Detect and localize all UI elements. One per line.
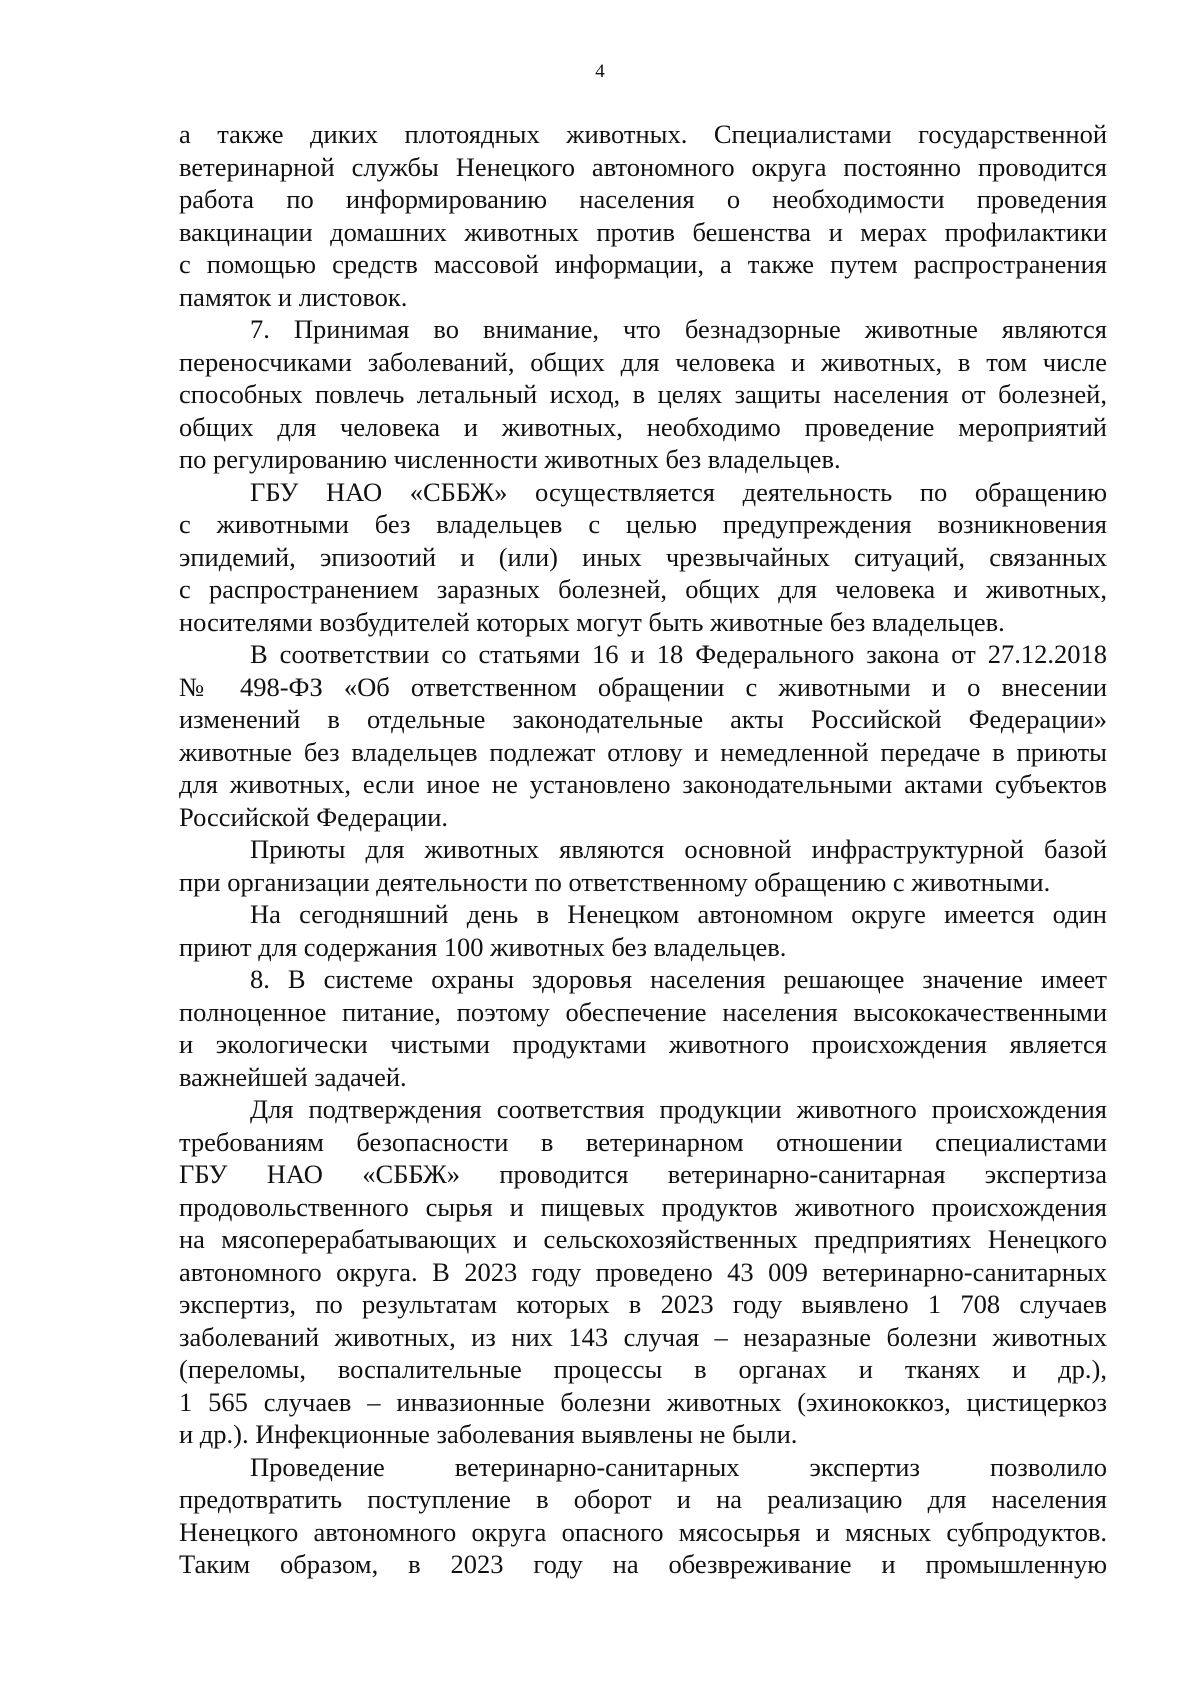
- text-line: вакцинации домашних животных против бешенства и мерах профилактики: [179, 216, 1107, 247]
- text-line: 8. В системе охраны здоровья населения решающее значение имеет: [250, 964, 1107, 994]
- page-number: 4: [595, 61, 605, 82]
- text-line: № 498-ФЗ «Об ответственном обращении с животными и о внесении: [179, 671, 1107, 702]
- text-line: и др.). Инфекционные заболевания выявлены не были.: [179, 1419, 798, 1449]
- paragraph-5: [179, 833, 1107, 898]
- text-line: 1 565 случаев – инвазионные болезни животных (эхинококкоз, цистицеркоз: [179, 1386, 1107, 1417]
- text-line: переносчиками заболеваний, общих для человека и животных, в том числе: [179, 346, 1107, 377]
- text-line: Проведение ветеринарно-санитарных экспертиз позволило: [250, 1451, 1107, 1482]
- text-line: Ненецкого автономного округа опасного мясосырья и мясных субпродуктов.: [179, 1516, 1107, 1547]
- text-line: памяток и листовок.: [179, 281, 408, 312]
- text-line: 7. Принимая во внимание, что безнадзорные животные являются: [250, 314, 1107, 344]
- text-line: изменений в отдельные законодательные акты Российской Федерации»: [179, 704, 1107, 734]
- paragraph-2: [179, 313, 1107, 476]
- text-line: с животными без владельцев с целью предупреждения возникновения: [179, 509, 1107, 539]
- text-line: эпидемий, эпизоотий и (или) иных чрезвычайных ситуаций, связанных: [179, 541, 1107, 572]
- document-body: [179, 118, 1107, 1581]
- text-line: автономного округа. В 2023 году проведено 43 009 ветеринарно-санитарных: [179, 1256, 1107, 1287]
- text-line: В соответствии со статьями 16 и 18 Федерального закона от 27.12.2018: [250, 639, 1107, 669]
- text-line: способных повлечь летальный исход, в целях защиты населения от болезней,: [179, 379, 1107, 409]
- text-line: с распространением заразных болезней, общих для человека и животных,: [179, 574, 1107, 604]
- text-line: и экологически чистыми продуктами животного происхождения является: [179, 1029, 1107, 1059]
- text-line: а также диких плотоядных животных. Специалистами государственной: [179, 119, 1107, 149]
- paragraph-6: [179, 898, 1107, 963]
- paragraph-1: [179, 118, 1107, 313]
- text-line: продовольственного сырья и пищевых продуктов животного происхождения: [179, 1191, 1107, 1222]
- text-line: ГБУ НАО «СББЖ» осуществляется деятельность по обращению: [250, 476, 1107, 507]
- text-line: экспертиз, по результатам которых в 2023 году выявлено 1 708 случаев: [179, 1289, 1107, 1319]
- text-line: при организации деятельности по ответственному обращению с животными.: [179, 866, 1051, 897]
- text-line: полноценное питание, поэтому обеспечение населения высококачественными: [179, 996, 1107, 1027]
- text-line: ветеринарной службы Ненецкого автономного округа постоянно проводится: [179, 151, 1107, 182]
- text-line: (переломы, воспалительные процессы в органах и тканях и др.),: [179, 1354, 1107, 1384]
- text-line: с помощью средств массовой информации, а также путем распространения: [179, 249, 1107, 279]
- text-line: Приюты для животных являются основной инфраструктурной базой: [250, 834, 1107, 864]
- paragraph-3: [179, 476, 1107, 639]
- text-line: на мясоперерабатывающих и сельскохозяйственных предприятиях Ненецкого: [179, 1224, 1107, 1254]
- text-line: Таким образом, в 2023 году на обезвреживание и промышленную: [179, 1549, 1107, 1579]
- paragraph-8: [179, 1093, 1107, 1451]
- paragraph-7: [179, 963, 1107, 1093]
- text-line: работа по информированию населения о необходимости проведения: [179, 184, 1107, 214]
- paragraph-9: [179, 1451, 1107, 1581]
- text-line: Российской Федерации.: [179, 801, 448, 832]
- text-line: приют для содержания 100 животных без владельцев.: [179, 931, 787, 962]
- text-line: требованиям безопасности в ветеринарном отношении специалистами: [179, 1126, 1107, 1157]
- text-line: важнейшей задачей.: [179, 1061, 407, 1092]
- text-line: На сегодняшний день в Ненецком автономном округе имеется один: [250, 899, 1107, 929]
- text-line: общих для человека и животных, необходимо проведение мероприятий: [179, 411, 1107, 442]
- text-line: животные без владельцев подлежат отлову и немедленной передаче в приюты: [179, 736, 1107, 767]
- text-line: носителями возбудителей которых могут быть животные без владельцев.: [179, 606, 1005, 637]
- text-line: заболеваний животных, из них 143 случая – незаразные болезни животных: [179, 1321, 1107, 1352]
- paragraph-4: [179, 638, 1107, 833]
- text-line: для животных, если иное не установлено законодательными актами субъектов: [179, 769, 1107, 799]
- text-line: Для подтверждения соответствия продукции животного происхождения: [250, 1094, 1107, 1124]
- text-line: ГБУ НАО «СББЖ» проводится ветеринарно-санитарная экспертиза: [179, 1159, 1107, 1189]
- text-line: предотвратить поступление в оборот и на реализацию для населения: [179, 1484, 1107, 1514]
- text-line: по регулированию численности животных без владельцев.: [179, 444, 841, 474]
